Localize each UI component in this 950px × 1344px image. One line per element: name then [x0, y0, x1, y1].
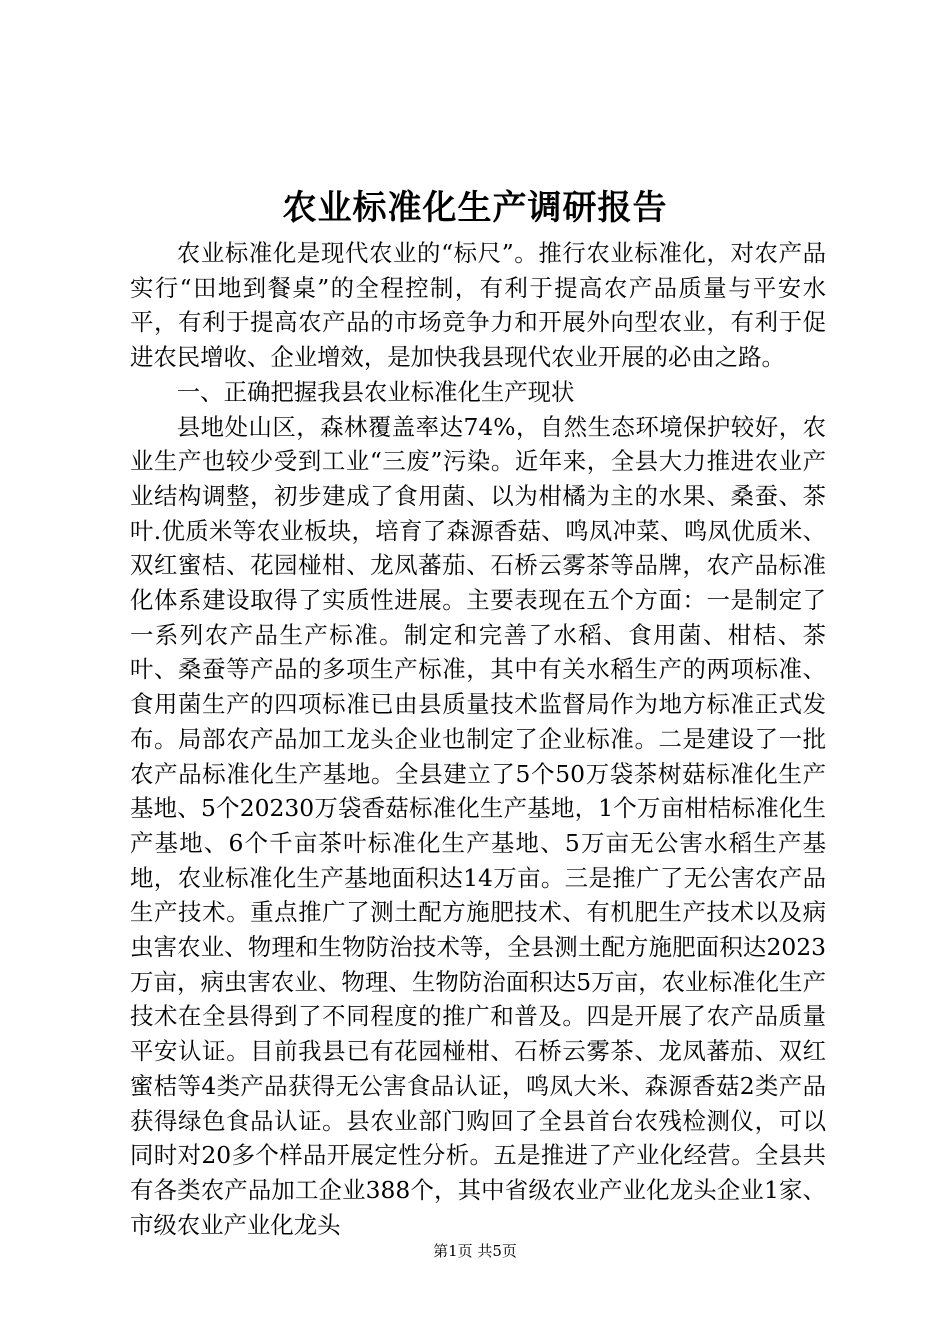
page-footer: 第1页 共5页 — [433, 1242, 517, 1260]
section-heading: 一、正确把握我县农业标准化生产现状 — [176, 377, 575, 406]
document-title: 农业标准化生产调研报告 — [282, 188, 668, 228]
body-paragraph: 县地处山区，森林覆盖率达74%，自然生态环境保护较好，农业生产也较少受到工业“三废”污染。近年来，全县大力推进农业产业结构调整，初步建成了食用菌、以为柑橘为主的水果、桑蚕、茶叶.优质米等农业板块，培育了森源香菇、鸣凤冲菜、鸣凤优质米、双红蜜桔、花园椪柑、龙凤蕃茄、石桥云雾茶等品牌，农产品标准化体系建设取得了实质性进展。主要表现在五个方面：一是制定了一系列农产品生产标准。制定和完善了水稻、食用菌、柑桔、茶叶、桑蚕等产品的多项生产标准，其中有关水稻生产的两项标准、食用菌生产的四项标准已由县质量技术监督局作为地方标准正式发布。局部农产品加工龙头企业也制定了企业标准。二是建设了一批农产品标准化生产基地。全县建立了5个50万袋茶树菇标准化生产基地、5个20230万袋香菇标准化生产基地，1个万亩柑桔标准化生产基地、6个千亩茶叶标准化生产基地、5万亩无公害水稻生产基地，农业标准化生产基地面积达14万亩。三是推广了无公害农产品生产技术。重点推广了测土配方施肥技术、有机肥生产技术以及病虫害农业、物理和生物防治技术等，全县测土配方施肥面积达2023万亩，病虫害农业、物理、生物防治面积达5万亩，农业标准化生产技术在全县得到了不同程度的推广和普及。四是开展了农产品质量平安认证。目前我县已有花园椪柑、石桥云雾茶、龙凤蕃茄、双红蜜桔等4类产品获得无公害食品认证，鸣凤大米、森源香菇2类产品获得绿色食品认证。县农业部门购回了全县首台农残检测仪，可以同时对20多个样品开展定性分析。五是推进了产业化经营。全县共有各类农产品加工企业388个，其中省级农业产业化龙头企业1家、市级农业产业化龙头 — [130, 412, 826, 1239]
document-body — [130, 236, 826, 1242]
intro-paragraph: 农业标准化是现代农业的“标尺”。推行农业标准化，对农产品实行“田地到餐桌”的全程控制，有利于提高农产品质量与平安水平，有利于提高农产品的市场竞争力和开展外向型农业，有利于促进农民增收、企业增效，是加快我县现代农业开展的必由之路。 — [130, 239, 826, 372]
